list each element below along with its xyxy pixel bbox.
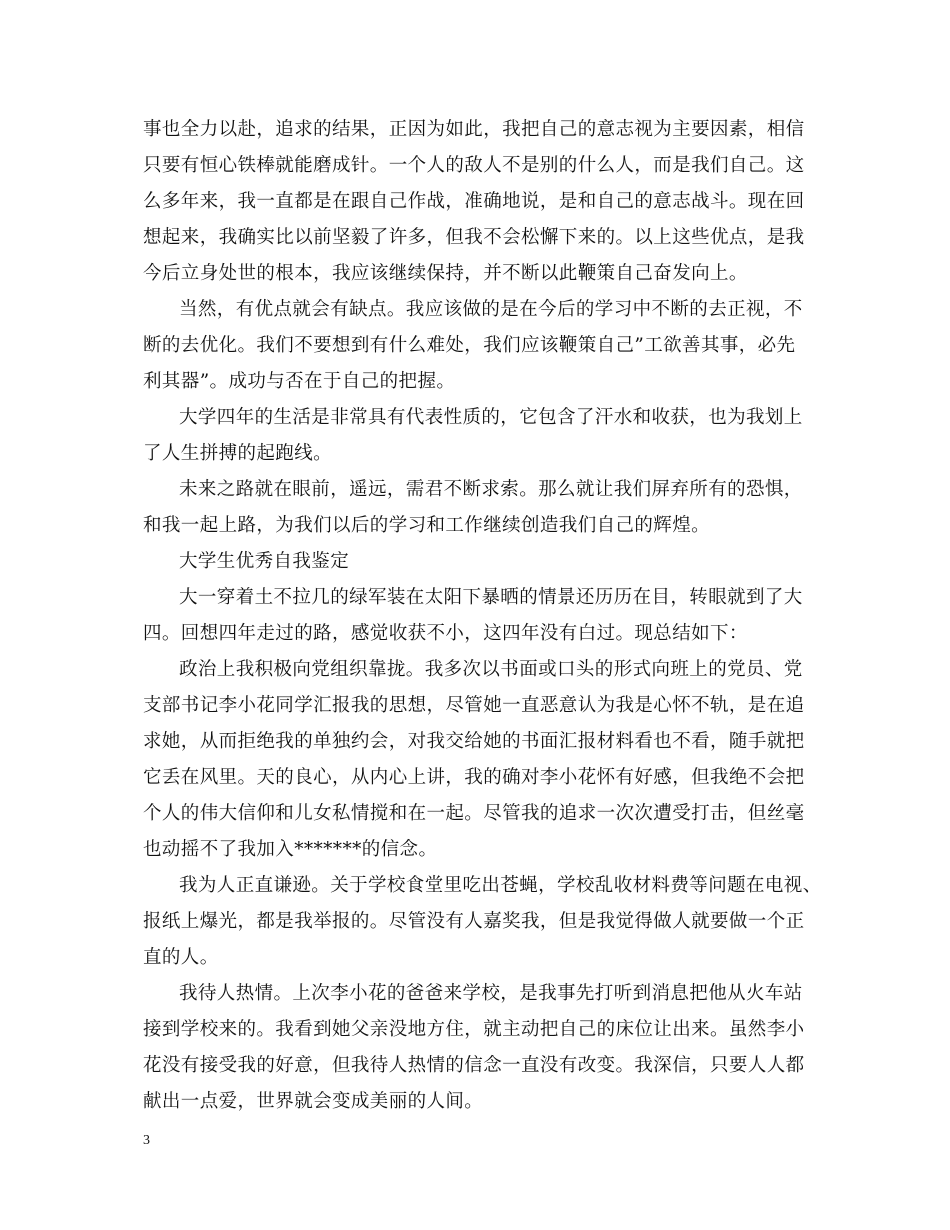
text-line: 了人生拼搏的起跑线。 — [143, 443, 333, 464]
text-line: 只要有恒心铁棒就能磨成针。一个人的敌人不是别的什么人，而是我们自己。这 — [143, 155, 805, 176]
text-line: 也动摇不了我加入*******的信念。 — [143, 839, 438, 860]
text-line: 和我一起上路，为我们以后的学习和工作继续创造我们自己的辉煌。 — [143, 515, 711, 536]
paragraph-first-line: 我为人正直谦逊。关于学校食堂里吃出苍蝇，学校乱收材料费等问题在电视、 — [179, 875, 822, 896]
text-line: 四。回想四年走过的路，感觉收获不小，这四年没有白过。现总结如下： — [143, 623, 748, 644]
text-line: 想起来，我确实比以前坚毅了许多，但我不会松懈下来的。以上这些优点，是我 — [143, 227, 805, 248]
paragraph-first-line: 大一穿着土不拉几的绿军装在太阳下暴晒的情景还历历在目，转眼就到了大 — [179, 587, 803, 608]
paragraph-first-line: 大学四年的生活是非常具有代表性质的，它包含了汗水和收获，也为我划上 — [179, 407, 803, 428]
text-line: 个人的伟大信仰和儿女私情搅和在一起。尽管我的追求一次次遭受打击，但丝毫 — [143, 803, 805, 824]
text-line: 献出一点爱，世界就会变成美丽的人间。 — [143, 1091, 484, 1112]
text-line: 报纸上爆光，都是我举报的。尽管没有人嘉奖我，但是我觉得做人就要做一个正 — [143, 911, 805, 932]
section-heading: 大学生优秀自我鉴定 — [179, 551, 350, 572]
paragraph-first-line: 当然，有优点就会有缺点。我应该做的是在今后的学习中不断的去正视，不 — [179, 299, 803, 320]
text-line: 直的人。 — [143, 947, 219, 968]
text-line: 今后立身处世的根本，我应该继续保持，并不断以此鞭策自己奋发向上。 — [143, 263, 748, 284]
paragraph-first-line: 我待人热情。上次李小花的爸爸来学校，是我事先打听到消息把他从火车站 — [179, 983, 803, 1004]
text-line: 断的去优化。我们不要想到有什么难处，我们应该鞭策自己”工欲善其事，必先 — [143, 335, 796, 356]
text-line: 求她，从而拒绝我的单独约会，对我交给她的书面汇报材料看也不看，随手就把 — [143, 731, 805, 752]
text-line: 花没有接受我的好意，但我待人热情的信念一直没有改变。我深信，只要人人都 — [143, 1055, 805, 1076]
text-line: 事也全力以赴，追求的结果，正因为如此，我把自己的意志视为主要因素，相信 — [143, 119, 805, 140]
page-number: 3 — [143, 1133, 150, 1148]
paragraph-first-line: 未来之路就在眼前，遥远，需君不断求索。那么就让我们屏弃所有的恐惧， — [179, 479, 803, 500]
text-line: 它丢在风里。天的良心，从内心上讲，我的确对李小花怀有好感，但我绝不会把 — [143, 767, 805, 788]
text-line: 么多年来，我一直都是在跟自己作战，准确地说，是和自己的意志战斗。现在回 — [143, 191, 805, 212]
text-line: 接到学校来的。我看到她父亲没地方住，就主动把自己的床位让出来。虽然李小 — [143, 1019, 805, 1040]
text-line: 利其器”。成功与否在于自己的把握。 — [143, 371, 456, 392]
paragraph-first-line: 政治上我积极向党组织靠拢。我多次以书面或口头的形式向班上的党员、党 — [179, 659, 803, 680]
text-line: 支部书记李小花同学汇报我的思想，尽管她一直恶意认为我是心怀不轨，是在追 — [143, 695, 805, 716]
